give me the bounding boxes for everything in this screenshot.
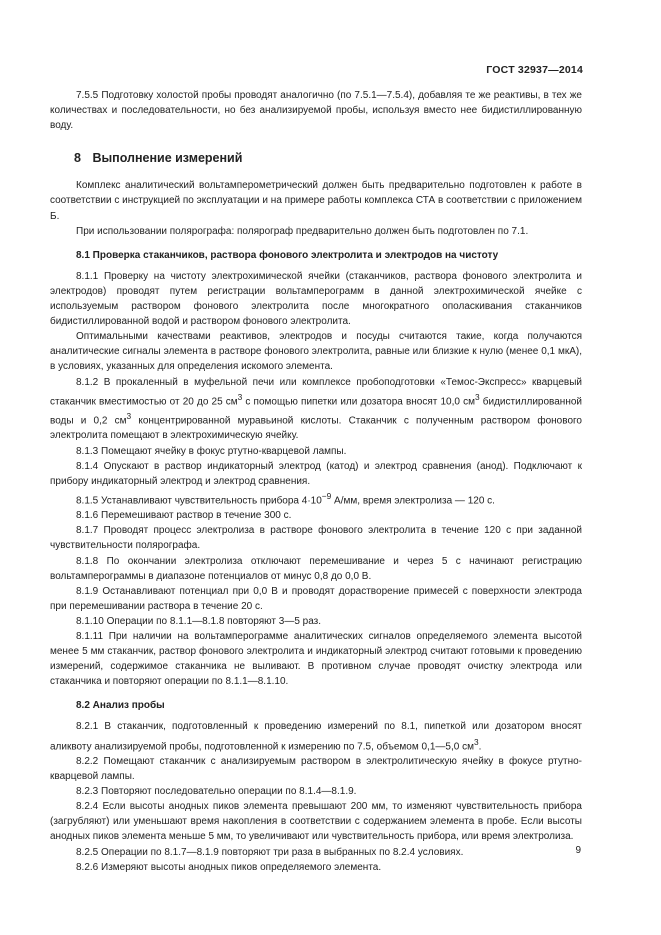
paragraph-8-1-6: 8.1.6 Перемешивают раствор в течение 300 с.: [76, 510, 292, 522]
paragraph-8-1-3: 8.1.3 Помещают ячейку в фокус ртутно-кварцевой лампы.: [76, 445, 347, 457]
paragraph-8-1-5: [50, 489, 582, 508]
text-part: А/мм, время электролиза — 120 с.: [331, 495, 495, 507]
superscript: −9: [321, 490, 332, 501]
paragraph-8-1-1: 8.1.1 Проверку на чистоту электрохимической ячейки (стаканчиков, раствора фонового электролита и электродов) проводят путем регистрации вольтамперограмм в данной электрохимической ячейке с используемым раствором фонового электролита после многократного ополаскивания стаканчиков бидистиллированной водой и раствором фонового электролита.: [50, 270, 582, 328]
text-part: 8.1.2 В прокаленный в муфельной печи или комплексе пробоподготовки «Темос-Экспресс» кварцевый стаканчик вместимостью от 20 до 25 см: [50, 376, 582, 407]
page-content: [50, 88, 582, 875]
text-part: концентрированной муравьиной кислоты. Стаканчик с полученным раствором фонового электролита помещают в электрохимическую ячейку.: [50, 415, 582, 442]
superscript: 3: [126, 411, 132, 422]
text-part: 8.2.1 В стаканчик, подготовленный к проведению измерений по 8.1, пипеткой или дозатором вносят аликвоту анализируемой пробы, подготовленной к измерению по 7.5, объемом 0,1—5,0 см: [50, 721, 582, 752]
paragraph-8-2-5: 8.2.5 Операции по 8.1.7—8.1.9 повторяют три раза в выбранных по 8.2.4 условиях.: [76, 846, 464, 858]
paragraph-polarograph: При использовании полярографа: полярограф предварительно должен быть подготовлен по 7.1.: [76, 225, 529, 237]
text-part: .: [478, 740, 482, 752]
paragraph-8-2-2: 8.2.2 Помещают стаканчик с анализируемым раствором в электролитическую ячейку в фокусе ртутно-кварцевой лампы.: [50, 755, 582, 783]
paragraph-8-1-1-b: Оптимальными качествами реактивов, электродов и посуды считаются такие, когда получаются аналитические сигналы элемента в растворе фонового электролита, равные или близкие к нулю (менее 0,1 мкА), в условиях, указанных для определения искомого элемента.: [50, 331, 582, 373]
paragraph-8-1-8: 8.1.8 По окончании электролиза отключают перемешивание и через 5 с начинают регистрацию вольтамперограммы в диапазоне потенциалов от минус 0,8 до 0,0 В.: [50, 555, 582, 582]
paragraph-8-1-4: 8.1.4 Опускают в раствор индикаторный электрод (катод) и электрод сравнения (анод). Подключают к прибору индикаторный электрод и электрод сравнения.: [50, 460, 582, 487]
text-part: с помощью пипетки или дозатора вносят 10,0 см: [242, 395, 475, 407]
paragraph-8-1-11: 8.1.11 При наличии на вольтамперограмме аналитических сигналов определяемого элемента высотой менее 5 мм стаканчик, раствор фонового электролита и индикаторный электрод считают готовыми к проведению измерений, содержимое стаканчика не выливают. В противном случае проводят очистку электрода или стаканчика и повторяют операции по 8.1.1—8.1.10.: [50, 630, 582, 688]
section-number: 8: [74, 151, 81, 166]
paragraph-7-5-5: 7.5.5 Подготовку холостой пробы проводят аналогично (по 7.5.1—7.5.4), добавляя те же реактивы, в тех же количествах и последовательности, но без анализируемой пробы, используя вместо нее бидистиллированную воду.: [50, 90, 582, 132]
superscript: 3: [473, 736, 479, 747]
standard-header: ГОСТ 32937—2014: [486, 64, 583, 76]
paragraph-8-2-3: 8.2.3 Повторяют последовательно операции по 8.1.4—8.1.9.: [76, 786, 357, 798]
paragraph-8-2-6: 8.2.6 Измеряют высоты анодных пиков определяемого элемента.: [76, 861, 382, 873]
paragraph-8-2-4: 8.2.4 Если высоты анодных пиков элемента превышают 200 мм, то изменяют чувствительность прибора (загрубляют) или уменьшают время накопления в соответствии с содержанием элемента в пробе. Если высоты анодных пиков элемента меньше 5 мм, то увеличивают или чувствительность прибора, или время электролиза.: [50, 801, 582, 843]
section-heading: [74, 151, 582, 166]
superscript: 3: [474, 391, 480, 402]
text-part: бидистиллированной воды и 0,2 см: [50, 395, 582, 427]
subsection-8-1-title: 8.1 Проверка стаканчиков, раствора фонового электролита и электродов на чистоту: [76, 249, 499, 261]
paragraph-8-1-7: 8.1.7 Проводят процесс электролиза в растворе фонового электролита в течение 120 с при заданной чувствительности полярографа.: [50, 525, 582, 552]
subsection-8-2-title: 8.2 Анализ пробы: [76, 700, 165, 712]
paragraph-8-1-2: [50, 375, 582, 444]
paragraph-intro: Комплекс аналитический вольтамперометрический должен быть предварительно подготовлен к работе в соответствии с инструкцией по эксплуатации и на примере работы комплекса СТА в соответствии с приложением Б.: [50, 180, 582, 222]
paragraph-8-1-9: 8.1.9 Останавливают потенциал при 0,0 В и проводят дорастворение примесей с поверхности электрода при перемешивании раствора в течение 20 с.: [50, 585, 582, 612]
page-number: 9: [575, 845, 581, 856]
paragraph-8-2-1: [50, 719, 582, 754]
superscript: 3: [237, 391, 243, 402]
paragraph-8-1-10: 8.1.10 Операции по 8.1.1—8.1.8 повторяют 3—5 раз.: [76, 615, 322, 627]
section-title: Выполнение измерений: [92, 151, 243, 166]
text-part: 8.1.5 Устанавливают чувствительность прибора 4·10: [76, 495, 322, 507]
